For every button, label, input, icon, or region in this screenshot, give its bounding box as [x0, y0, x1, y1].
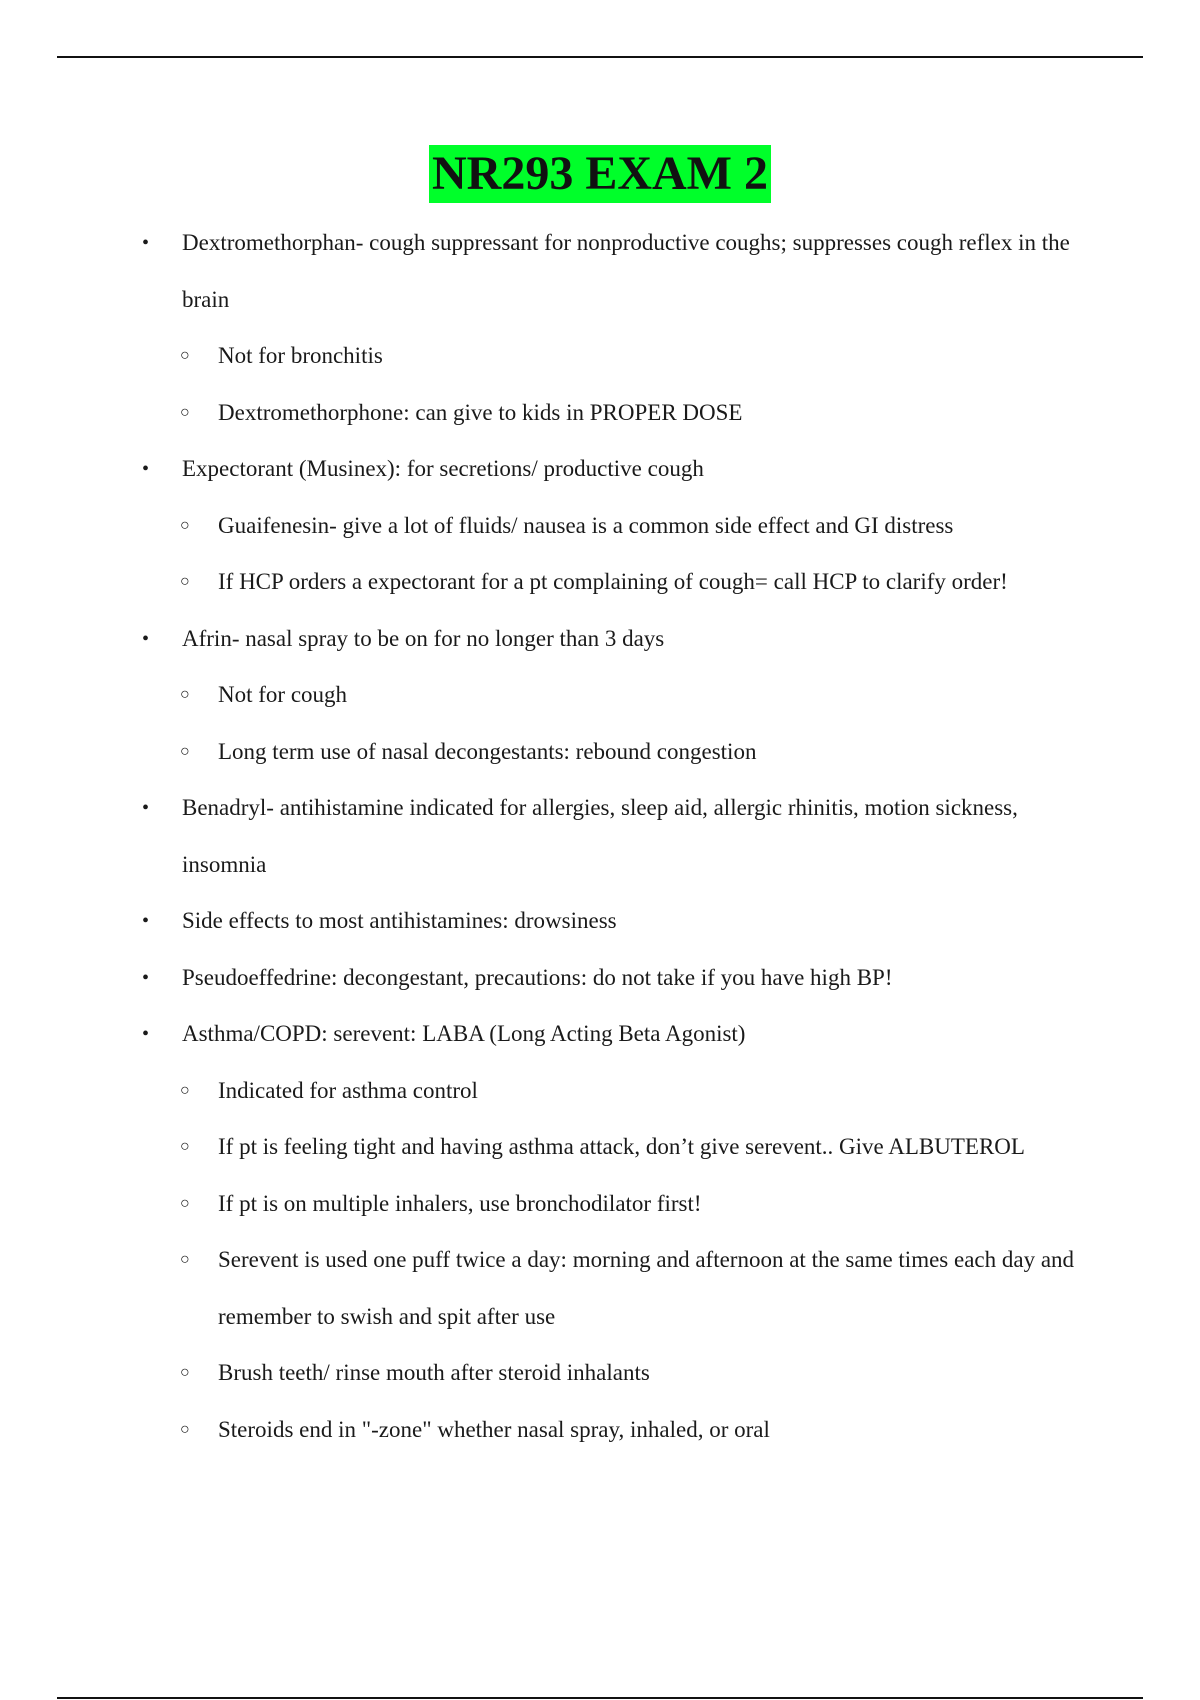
list-item-text: Afrin- nasal spray to be on for no longer than 3 days — [182, 625, 665, 651]
list-subitem-text: Dextromethorphone: can give to kids in PROPER DOSE — [218, 399, 743, 425]
list-item-text: Benadryl- antihistamine indicated for allergies, sleep aid, allergic rhinitis, motion sickness, insomnia — [182, 795, 1018, 877]
list-subitem-text: If HCP orders a expectorant for a pt complaining of cough= call HCP to clarify order! — [218, 569, 1008, 594]
circle-bullet-icon: ○ — [180, 1420, 190, 1438]
list-subitem — [0, 1063, 1088, 1120]
bullet-icon: • — [142, 910, 150, 932]
list-subitem — [0, 1402, 1088, 1459]
list-subitem — [0, 498, 1088, 555]
list-item-text: Side effects to most antihistamines: drowsiness — [182, 908, 617, 933]
header-rule — [57, 56, 1143, 58]
notes-list — [0, 215, 1200, 1458]
list-subitem — [0, 328, 1088, 385]
circle-bullet-icon: ○ — [180, 1138, 190, 1155]
bullet-icon: • — [142, 627, 150, 650]
title-container — [0, 145, 1200, 203]
bullet-icon: • — [142, 458, 150, 480]
list-item — [0, 893, 1102, 950]
circle-bullet-icon: ○ — [180, 573, 190, 590]
list-subitem — [0, 1119, 1088, 1176]
list-subitem — [0, 667, 1088, 724]
list-subitem — [0, 385, 1088, 442]
list-subitem — [0, 1232, 1088, 1345]
circle-bullet-icon: ○ — [180, 1251, 190, 1268]
list-subitem — [0, 1176, 1088, 1233]
list-item — [0, 215, 1102, 328]
circle-bullet-icon: ○ — [180, 742, 190, 760]
list-subitem-text: Brush teeth/ rinse mouth after steroid inhalants — [218, 1360, 650, 1385]
list-item — [0, 611, 1102, 668]
bullet-icon: • — [142, 232, 150, 254]
list-item — [0, 950, 1102, 1007]
list-item-text: Asthma/COPD: serevent: LABA (Long Acting Beta Agonist) — [182, 1021, 746, 1046]
list-item — [0, 780, 1102, 893]
circle-bullet-icon: ○ — [180, 516, 190, 534]
list-subitem — [0, 724, 1088, 781]
bullet-icon: • — [142, 966, 150, 989]
bullet-icon: • — [142, 1023, 150, 1045]
list-item-text: Expectorant (Musinex): for secretions/ productive cough — [182, 456, 704, 481]
list-subitem — [0, 554, 1088, 611]
list-item-text: Pseudoeffedrine: decongestant, precautions: do not take if you have high BP! — [182, 964, 893, 990]
circle-bullet-icon: ○ — [180, 1194, 190, 1212]
list-subitem-text: If pt is on multiple inhalers, use bronchodilator first! — [218, 1190, 702, 1216]
circle-bullet-icon: ○ — [180, 403, 190, 421]
list-subitem-text: Indicated for asthma control — [218, 1077, 478, 1103]
bullet-icon: • — [142, 797, 150, 819]
list-item-text: Dextromethorphan- cough suppressant for nonproductive coughs; suppresses cough reflex in the brain — [182, 230, 1070, 312]
list-subitem-text: Guaifenesin- give a lot of fluids/ nausea is a common side effect and GI distress — [218, 512, 954, 538]
page-title: NR293 EXAM 2 — [429, 145, 771, 203]
list-item — [0, 441, 1102, 498]
list-subitem-text: Not for cough — [218, 682, 348, 707]
list-subitem — [0, 1345, 1088, 1402]
list-subitem-text: Serevent is used one puff twice a day: morning and afternoon at the same times each day and remember to swish and spit after use — [218, 1247, 1075, 1329]
circle-bullet-icon: ○ — [180, 686, 190, 703]
footer-rule — [57, 1697, 1143, 1699]
circle-bullet-icon: ○ — [180, 347, 190, 364]
list-subitem-text: If pt is feeling tight and having asthma attack, don’t give serevent.. Give ALBUTEROL — [218, 1134, 1025, 1159]
circle-bullet-icon: ○ — [180, 1364, 190, 1381]
list-subitem-text: Long term use of nasal decongestants: rebound congestion — [218, 738, 757, 764]
list-subitem-text: Not for bronchitis — [218, 343, 383, 368]
circle-bullet-icon: ○ — [180, 1081, 190, 1099]
list-subitem-text: Steroids end in "-zone" whether nasal spray, inhaled, or oral — [218, 1416, 770, 1442]
list-item — [0, 1006, 1102, 1063]
